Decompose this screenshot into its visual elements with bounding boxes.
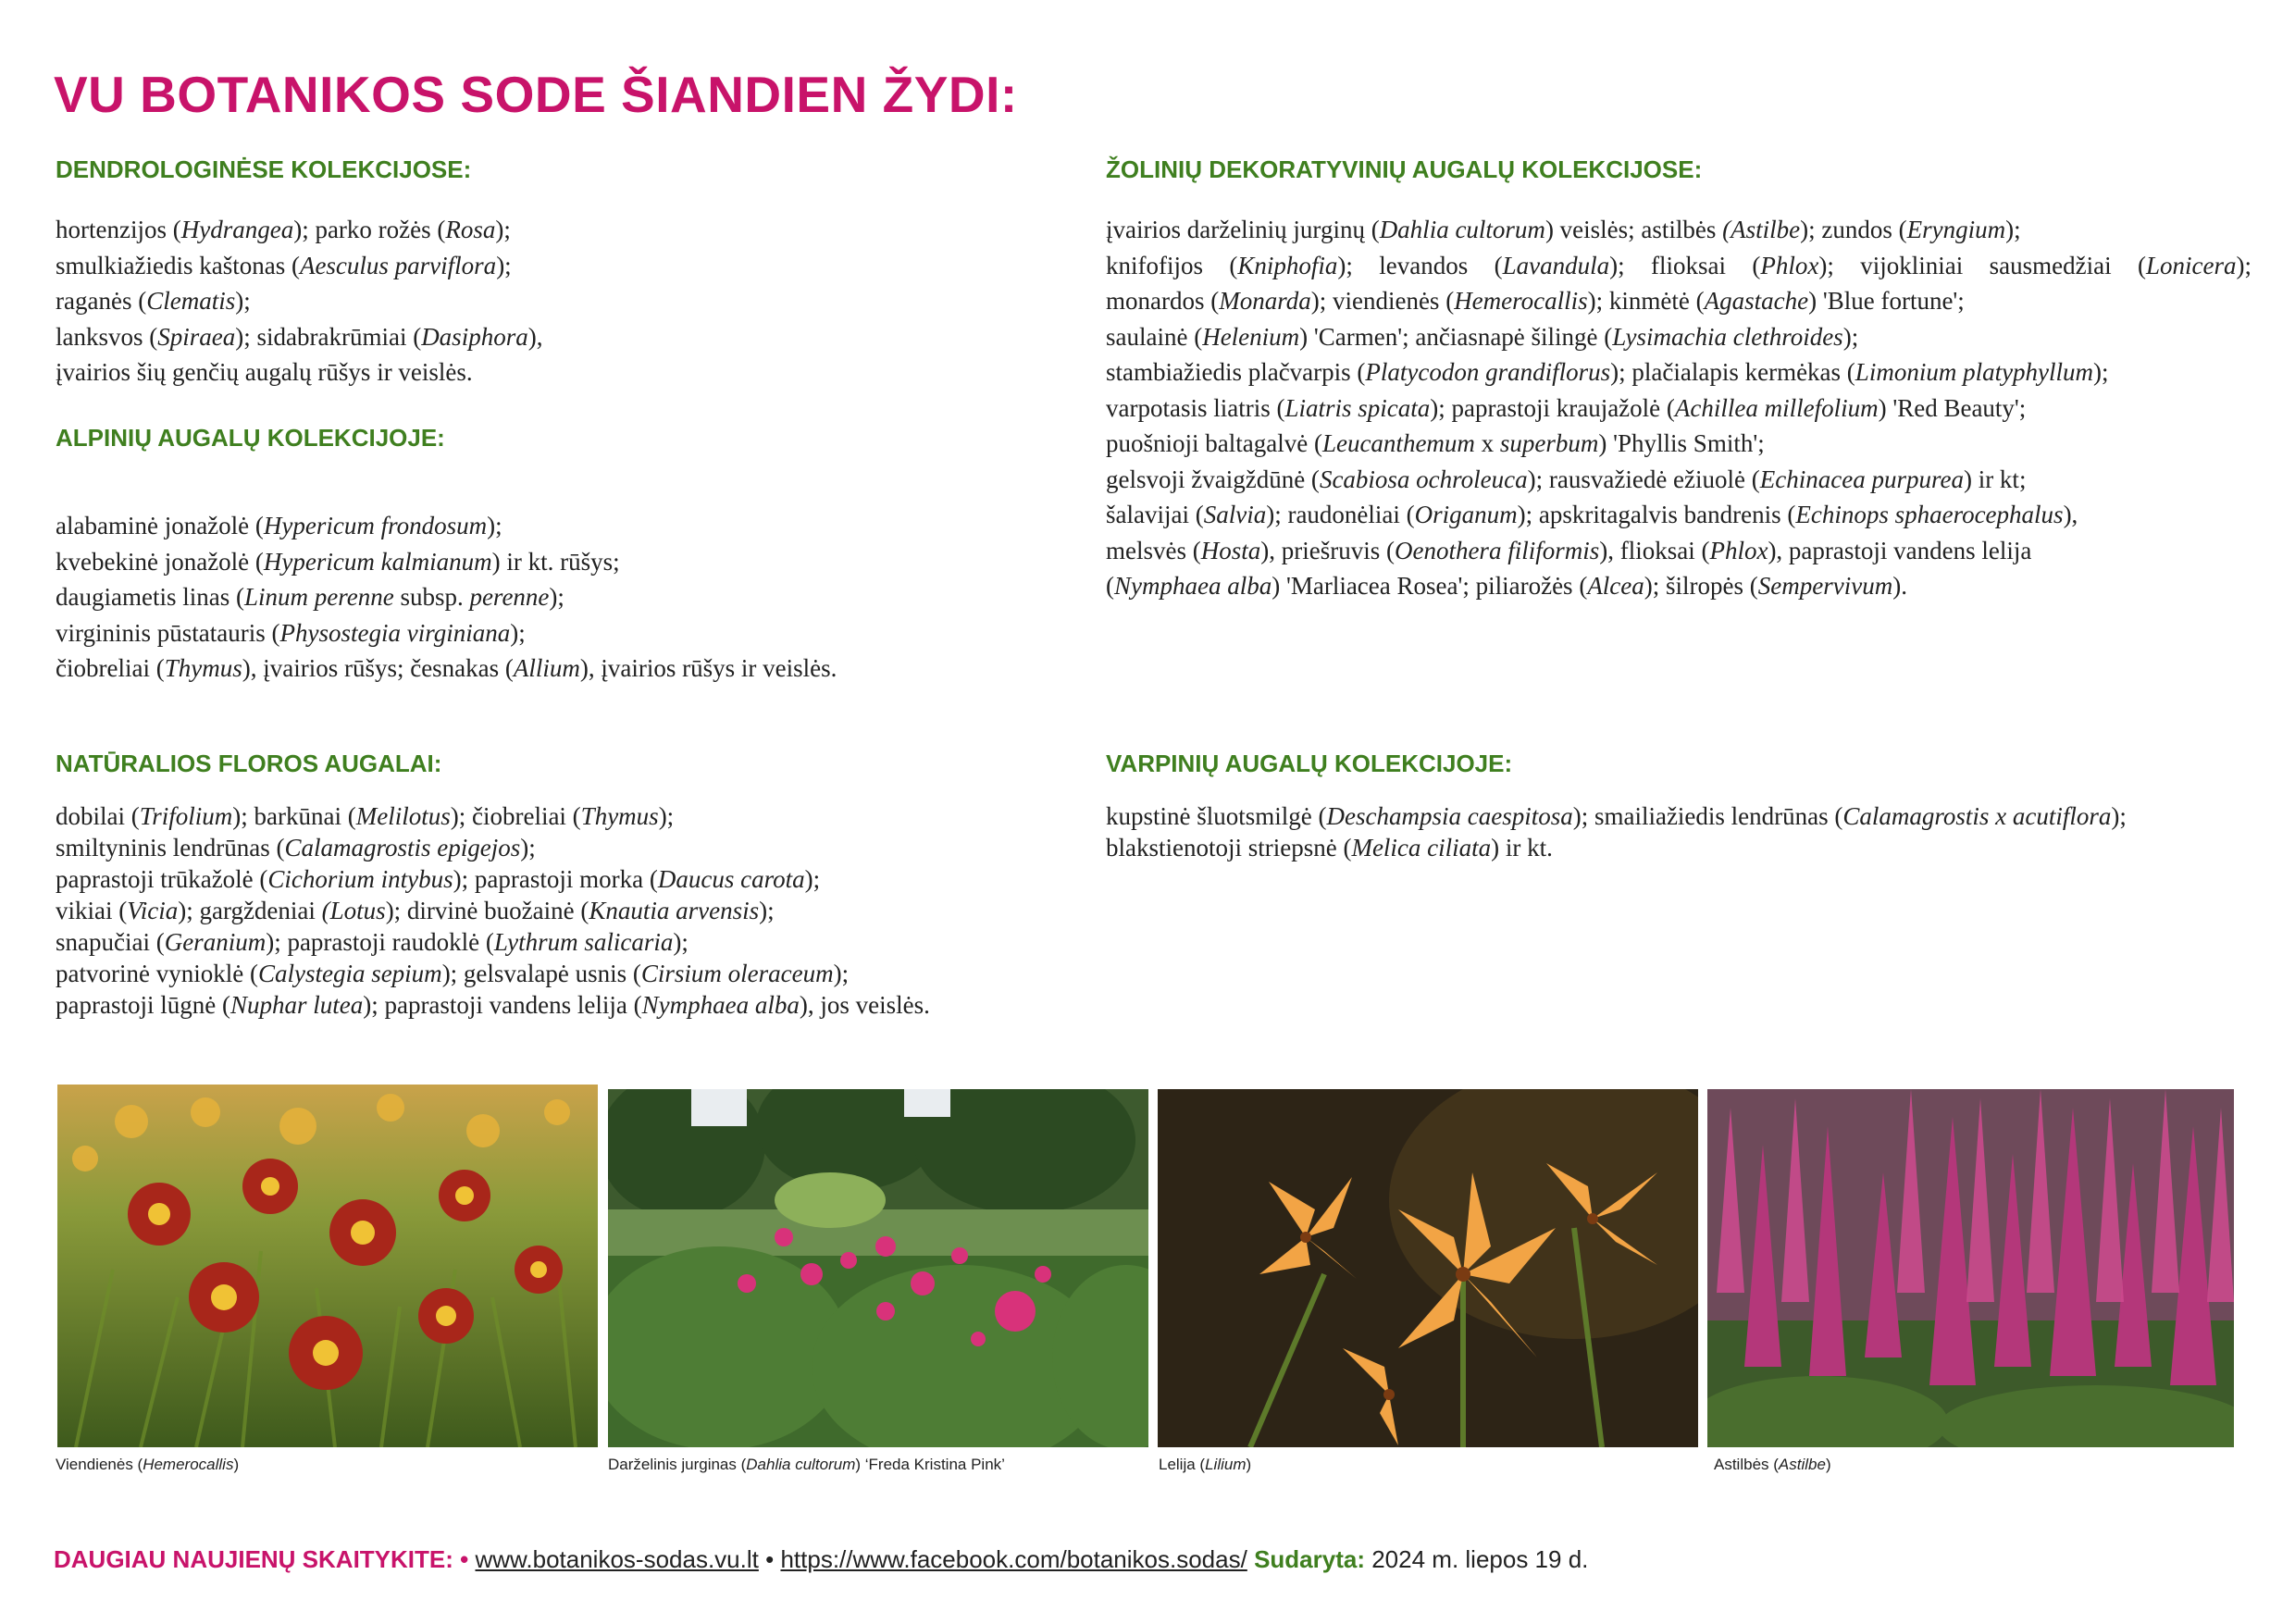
word: knifofijos: [1106, 251, 1203, 279]
word: levandos: [1379, 251, 1469, 279]
photo-caption: Viendienės (Hemerocallis): [56, 1456, 240, 1473]
list-line: puošnioji baltagalvė (Leucanthemum x superbum) 'Phyllis Smith';: [1106, 429, 1765, 457]
list-line: dobilai (Trifolium); barkūnai (Melilotus); čiobreliai (Thymus);: [56, 802, 675, 830]
section-heading: ALPINIŲ AUGALŲ KOLEKCIJOJE:: [56, 424, 445, 452]
list-line: lanksvos (Spiraea); sidabrakrūmiai (Dasiphora),: [56, 322, 543, 351]
daylily-photo-icon: [57, 1085, 598, 1447]
list-line: kupstinė šluotsmilgė (Deschampsia caespitosa); smailiažiedis lendrūnas (Calamagrostis x acutiflora);: [1106, 802, 2127, 830]
facebook-link[interactable]: https://www.facebook.com/botanikos.sodas/: [780, 1545, 1247, 1573]
photo-dahlia: [608, 1089, 1148, 1447]
list-line: melsvės (Hosta), priešruvis (Oenothera filiformis), flioksai (Phlox), paprastoji vandens lelija: [1106, 536, 2032, 564]
bullet: •: [765, 1545, 775, 1573]
page-title: VU BOTANIKOS SODE ŠIANDIEN ŽYDI:: [54, 66, 1018, 123]
list-line: daugiametis linas (Linum perenne subsp. perenne);: [56, 583, 564, 611]
list-line: įvairios šių genčių augalų rūšys ir veislės.: [56, 358, 473, 386]
list-line: paprastoji lūgnė (Nuphar lutea); paprastoji vandens lelija (Nymphaea alba), jos veislės.: [56, 991, 930, 1019]
list-line: blakstienotoji striepsnė (Melica ciliata) ir kt.: [1106, 834, 1553, 862]
list-line: saulainė (Helenium) 'Carmen'; ančiasnapė šilingė (Lysimachia clethroides);: [1106, 322, 1859, 351]
word: sausmedžiai: [1989, 251, 2112, 279]
compiled-label: Sudaryta:: [1254, 1545, 1365, 1573]
lily-photo-icon: [1158, 1089, 1698, 1447]
list-line: alabaminė jonažolė (Hypericum frondosum);: [56, 512, 502, 539]
list-line: hortenzijos (Hydrangea); parko rožės (Rosa);: [56, 216, 511, 243]
section-heading: DENDROLOGINĖSE KOLEKCIJOSE:: [56, 155, 472, 183]
footer: [54, 1545, 1588, 1574]
list-line: vikiai (Vicia); gargždeniai (Lotus); dirvinė buožainė (Knautia arvensis);: [56, 897, 775, 924]
list-line: varpotasis liatris (Liatris spicata); paprastoji kraujažolė (Achillea millefolium) 'Red Beauty';: [1106, 393, 2027, 422]
list-line: paprastoji trūkažolė (Cichorium intybus); paprastoji morka (Daucus carota);: [56, 865, 821, 893]
website-link[interactable]: www.botanikos-sodas.vu.lt: [475, 1545, 759, 1573]
word: (Lavandula);: [1494, 251, 1625, 279]
section-grasses: [1106, 750, 2127, 863]
list-line: monardos (Monarda); viendienės (Hemerocallis); kinmėtė (Agastache) 'Blue fortune';: [1106, 287, 1965, 315]
compiled-date: 2024 m. liepos 19 d.: [1371, 1545, 1589, 1573]
list-line: smulkiažiedis kaštonas (Aesculus parviflora);: [56, 251, 512, 279]
word: (Phlox);: [1752, 251, 1834, 279]
list-line-justified: [1106, 248, 2252, 284]
section-herbaceous: [1106, 155, 2252, 604]
section-alpine: [56, 424, 837, 687]
list-line: raganės (Clematis);: [56, 287, 251, 315]
section-dendrology: [56, 155, 542, 391]
photo-hemerocallis: [57, 1085, 598, 1447]
list-line: gelsvoji žvaigždūnė (Scabiosa ochroleuca); rausvažiedė ežiuolė (Echinacea purpurea) ir kt;: [1106, 465, 2027, 493]
list-line: virgininis pūstatauris (Physostegia virginiana);: [56, 618, 526, 647]
list-line: kvebekinė jonažolė (Hypericum kalmianum) ir kt. rūšys;: [56, 547, 620, 576]
photo-caption: Darželinis jurginas (Dahlia cultorum) ‘Freda Kristina Pink’: [608, 1456, 1005, 1473]
photo-lilium: [1158, 1089, 1698, 1447]
section-natural-flora: [56, 750, 930, 1021]
list-line: patvorinė vynioklė (Calystegia sepium); gelsvalapė usnis (Cirsium oleraceum);: [56, 960, 850, 987]
bullet: •: [460, 1545, 469, 1573]
word: (Lonicera);: [2137, 251, 2252, 279]
section-heading: NATŪRALIOS FLOROS AUGALAI:: [56, 750, 442, 777]
list-line: (Nymphaea alba) 'Marliacea Rosea'; piliarožės (Alcea); šilropės (Sempervivum).: [1106, 572, 1907, 600]
word: flioksai: [1651, 251, 1727, 279]
list-line: snapučiai (Geranium); paprastoji raudoklė (Lythrum salicaria);: [56, 928, 688, 956]
photo-astilbe: [1707, 1089, 2234, 1447]
section-heading: ŽOLINIŲ DEKORATYVINIŲ AUGALŲ KOLEKCIJOSE:: [1106, 155, 1703, 183]
word: (Kniphofia);: [1229, 251, 1353, 279]
list-line: čiobreliai (Thymus), įvairios rūšys; česnakas (Allium), įvairios rūšys ir veislės.: [56, 654, 837, 682]
dahlia-photo-icon: [608, 1089, 1148, 1447]
word: vijokliniai: [1860, 251, 1964, 279]
list-line: stambiažiedis plačvarpis (Platycodon grandiflorus); plačialapis kermėkas (Limonium platyphyllum);: [1106, 358, 2109, 386]
list-line: šalavijai (Salvia); raudonėliai (Origanum); apskritagalvis bandrenis (Echinops sphaerocephalus),: [1106, 501, 2078, 528]
section-heading: VARPINIŲ AUGALŲ KOLEKCIJOJE:: [1106, 750, 1513, 777]
photo-caption: Astilbės (Astilbe): [1714, 1456, 1831, 1473]
photo-caption: Lelija (Lilium): [1159, 1456, 1252, 1473]
list-line: įvairios darželinių jurginų (Dahlia cultorum) veislės; astilbės (Astilbe); zundos (Eryngium);: [1106, 216, 2021, 243]
astilbe-photo-icon: [1707, 1089, 2234, 1447]
more-news-label: DAUGIAU NAUJIENŲ SKAITYKITE:: [54, 1545, 453, 1573]
list-line: smiltyninis lendrūnas (Calamagrostis epigejos);: [56, 834, 536, 862]
